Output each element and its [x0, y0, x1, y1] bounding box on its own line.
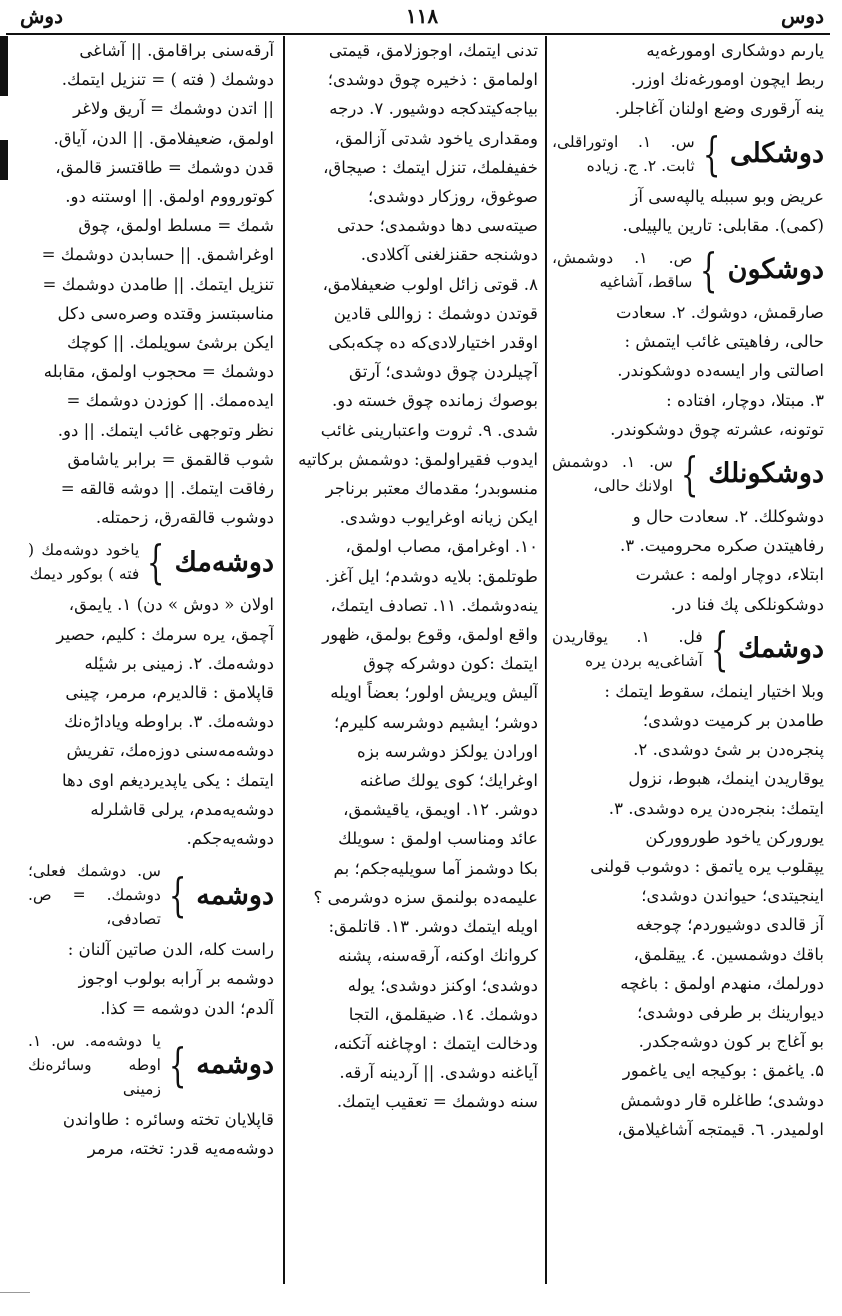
text-line: قاپلامق : قالدیرم، مرمر، چینی	[65, 683, 274, 703]
text-line: آیاغنە دوشدی. || آردینە آرقە.	[339, 1063, 538, 1083]
text-line: دوشەمەسنی دوزەمك، تفریش	[66, 741, 274, 761]
text-line: بوصوك زماندە چوق خستە دو.	[332, 391, 538, 411]
column-left	[28, 36, 274, 1292]
text-line: یارىم دوشكاری اومورغەیە	[646, 41, 824, 60]
text-line: راست كلە، الدن صاتین آلنان :	[67, 940, 274, 960]
text-line: نظر وتوجهی غائب ایتمك. || دو.	[57, 420, 274, 440]
text-line: رفاقت ایتمك. || دوشە قالقە =	[60, 479, 274, 499]
text-line: اوغراشمق. || حسابدن دوشمك =	[41, 245, 274, 265]
brace-glyph: }	[700, 243, 718, 298]
text-line: اورادن یولكز دوشرسە بزە	[357, 741, 538, 761]
entry-gloss: س. ۱. دوشمش اولانك حالی،	[552, 453, 673, 496]
text-line: آچمق، یرە سرمك : كلیم، حصیر	[56, 624, 274, 644]
column-divider	[545, 36, 547, 1284]
text-line: اصالتی وار ایسەدە دوشكوندر.	[617, 361, 824, 381]
text-line: شوب قالقمق = برابر یاشامق	[67, 449, 274, 469]
dictionary-entry	[28, 859, 274, 931]
text-line: اینجیتدی؛ حیواندن دوشدی؛	[641, 886, 824, 906]
text-line: اولمق، ضعیفلامق. || الدن، آیاق.	[53, 128, 274, 148]
brace-glyph: }	[168, 868, 187, 923]
text-line: باقك دوشمسین. ٤. ییقلمق،	[633, 944, 824, 964]
text-line: دوشەیەجكم.	[186, 829, 274, 849]
text-line: دوشمك ( فتە ) = تنزیل ایتمك.	[61, 70, 274, 90]
text-line: ۱۰. اوغرامق، مصاب اولمق،	[345, 537, 538, 557]
headword: دوشكلی	[729, 138, 824, 169]
text-line: تدنی ایتمك، اوجوزلامق، قیمتی	[328, 41, 538, 60]
text-line: وبلا اختیار اینمك، سقوط ایتمك :	[604, 681, 824, 701]
text-line: دوشەمك. ۳. براوطە ویاداڑەنك	[64, 712, 274, 732]
text-line: دیوارینك بر طرفی دوشدی؛	[637, 1003, 824, 1023]
text-line: دوشەمك. ۲. زمینی بر شیٔلە	[84, 653, 274, 673]
text-line: قاپلایان تختە وسائرە : طاواندن	[62, 1109, 274, 1129]
headword: دوشمە	[196, 879, 274, 911]
footer-rule	[0, 1292, 30, 1293]
text-line: دوشنجە حقنزلغنی آكلادی.	[360, 245, 538, 265]
text-line: قدن دوشمك = طاقتسز قالمق،	[55, 157, 274, 177]
page-header	[20, 4, 824, 32]
entry-gloss: یا دوشەمە. س. ۱. اوطە وسائرەنك زمینی	[28, 1031, 161, 1098]
text-line: دوشر. ۱۲. اویمق، یاقیشمق،	[343, 800, 538, 820]
text-line: بكا دوشمز آما سویلیەجكم؛ بم	[333, 858, 538, 878]
text-line: دوشوكلك. ۲. سعادت حال و	[632, 507, 824, 527]
text-line: ۳. مبتلا، دوچار، افتادە :	[666, 390, 824, 410]
text-line: اوقدر اختیارلادی‌كە دە چكەبكی	[328, 333, 538, 353]
text-line: دوشمە بر آرابە بولوب اوجوز	[78, 969, 274, 989]
text-line: ابتلاء، دوچار اولمە : عشرت	[635, 565, 824, 585]
text-line: صارقمش، دوشوك. ۲. سعادت	[615, 303, 824, 323]
text-line: اولان « دوش » دن) ۱. یایمق،	[68, 595, 274, 615]
text-line: آچیلردن چوق دوشدی؛ آرتق	[349, 362, 538, 382]
text-line: طامدن بر كرمیت دوشدی؛	[642, 711, 824, 731]
dictionary-entry	[552, 126, 824, 181]
text-line: ایدوب فقیراولمق: دوشمش بركاتیە	[298, 449, 538, 469]
header-left-word: دوش	[20, 4, 63, 28]
text-line: صیتەسی دها دوشمدی؛ حدتی	[336, 216, 538, 236]
text-line: رفاهیتدن صكره محرومیت. ۳.	[619, 536, 824, 556]
text-line: اوغرایك؛ كوی یولك صاغنە	[359, 771, 538, 791]
text-line: دوشر؛ ایشیم دوشرسە كلیرم؛	[333, 712, 538, 732]
text-line: دوشەیەمدم، یرلی قاشلرلە	[90, 799, 274, 819]
header-right-word: دوس	[781, 4, 824, 28]
text-line: ینە آرقوری وضع اولنان آغاجلر.	[614, 99, 824, 119]
text-line: ۸. قوتی زائل اولوب ضعیفلامق،	[322, 274, 538, 294]
text-line: دوشدی؛ طاغلرە قار دوشمش	[620, 1090, 824, 1110]
text-line: (كمی). مقابلی: تارین یالپیلی.	[622, 215, 824, 235]
entry-gloss: فل. ۱. یوقاریدن آشاغی‌یە بردن یرە	[552, 627, 703, 670]
text-line: یوروركن یاخود طورووركن	[645, 827, 824, 847]
brace-glyph: }	[680, 447, 699, 502]
text-line: ربط ایچون اومورغەنك اوزر.	[630, 70, 824, 90]
text-line: توتونە، عشرتە چوق دوشكوندر.	[610, 419, 824, 439]
text-line: ایتمك: بنجرەدن یرە دوشدی. ۳.	[608, 798, 824, 818]
text-line: ایكن زیانە اوغرایوب دوشدی.	[339, 508, 538, 528]
text-line: شمك = مسلط اولمق، چوق	[78, 216, 274, 236]
headword: دوشەمك	[174, 546, 274, 578]
text-line: ایدەممك. || كوزدن دوشمك =	[66, 391, 274, 411]
text-line: پنجرەدن بر شیٔ دوشدی. ۲.	[633, 740, 824, 760]
text-line: ۵. یاغمق : بوكیجە ایی یاغمور	[622, 1061, 824, 1081]
text-line: علیمەدە بولنمق سزە دوشرمی ؟	[313, 887, 538, 907]
dictionary-entry	[552, 621, 824, 676]
text-line: اویلە ایتمك دوشر. ۱۳. قاتلمق:	[328, 917, 538, 937]
text-line: دوشەمەیە قدر: تختە، مرمر	[87, 1139, 274, 1159]
scan-margin-mark	[0, 36, 8, 96]
dictionary-entry	[28, 535, 274, 590]
text-line: دوشمك = محجوب اولمق، مقابلە	[43, 362, 274, 382]
text-line: ودخالت ایتمك : اوچاغنە آتكنە،	[333, 1033, 538, 1053]
text-line: ایتمك :كون دوشركە چوق	[363, 654, 538, 674]
text-line: ومقداری یاخود شدتی آزالمق،	[334, 128, 538, 148]
text-line: ایتمك : یكی یاپدیردیغم اوی دها	[61, 770, 274, 790]
text-line: بیاجەكیتدكجە دوشیور. ۷. درجە	[329, 99, 538, 119]
dictionary-entry	[552, 447, 824, 502]
text-line: بو آغاج بر كون دوشەجكدر.	[638, 1032, 824, 1052]
text-line: یپقلوب یرە یاتمق : دوشوب قولنی	[590, 857, 824, 877]
text-line: یوقاریدن اینمك، هبوط، نزول	[628, 769, 824, 789]
text-line: || اتدن دوشمك = آریق ولاغر	[73, 99, 274, 119]
brace-glyph: }	[147, 535, 165, 590]
headword: دوشكون	[727, 254, 824, 286]
text-line: دوشكونلكی پك فنا در.	[670, 594, 824, 614]
entry-gloss: ص. ۱. دوشمش، ساقط، آشاغیە	[552, 249, 693, 292]
text-line: حالی، رفاهیتی غائب ایتمش :	[624, 332, 824, 352]
text-line: آلیش ویریش اولور؛ بعضاً اویلە	[330, 683, 538, 703]
text-line: آز قالدی دوشیوردم؛ چوجغە	[635, 915, 824, 935]
dictionary-entry	[552, 243, 824, 298]
text-line: صوغوق، روزكار دوشدی؛	[368, 187, 538, 207]
text-line: شدی. ۹. ثروت واعتبارینی غائب	[320, 420, 538, 440]
text-line: اولمامق : ذخیرە چوق دوشدی؛	[327, 70, 538, 90]
text-line: واقع اولمق، وقوع بولمق، ظهور	[322, 625, 538, 645]
text-line: دوشدی؛ اوكنز دوشدی؛ یولە	[347, 975, 538, 995]
text-line: عائد ومناسب اولمق : سویلك	[338, 829, 538, 849]
column-middle	[290, 36, 538, 1292]
text-line: قوتدن دوشمك : زواللی قادین	[333, 303, 538, 323]
entry-gloss: یاخود دوشەمك ( فتە ) بوكور دیمك	[28, 541, 140, 584]
text-line: تنزیل ایتمك. || طامدن دوشمك =	[42, 274, 274, 294]
text-line: كوتورووم اولمق. || اوستنە دو.	[65, 187, 274, 207]
text-line: مناسبتسز وقتدە وصرەسی دكل	[57, 303, 274, 323]
scan-margin-mark	[0, 140, 8, 180]
column-right	[552, 36, 824, 1292]
text-line: آلدم؛ الدن دوشمە = كذا.	[100, 998, 274, 1018]
text-line: منسوبدر؛ مقدماك معتبر برناجر	[325, 479, 538, 499]
headword: دوشمك	[737, 633, 824, 665]
text-line: ینەدوشمك. ۱۱. تصادف ایتمك،	[330, 595, 538, 615]
entry-gloss: س. ۱. اوتوراقلی، ثابت. ۲. ج. زیادە	[552, 132, 695, 175]
brace-glyph: }	[168, 1037, 187, 1092]
text-line: خفیفلمك، تنزل ایتمك : صیجاق،	[323, 157, 538, 177]
dictionary-entry	[28, 1029, 274, 1101]
text-line: اولمیدر. ٦. قیمتجە آشاغیلامق،	[617, 1119, 824, 1139]
text-line: دوشمك. ۱٤. ضیقلمق، التجا	[348, 1004, 538, 1024]
column-divider	[283, 36, 285, 1284]
text-line: آرقەسنی براقامق. || آشاغی	[79, 41, 274, 60]
text-line: دورلمك، منهدم اولمق : باغچە	[620, 973, 824, 993]
text-line: كروانك اوكنە، آرقەسنە، پشنە	[338, 946, 538, 966]
text-line: عریض وبو سببلە یالپەسی آز	[630, 186, 824, 206]
headword: دوشمە	[196, 1049, 274, 1081]
headword: دوشكونلك	[708, 458, 824, 490]
brace-glyph: }	[702, 126, 721, 181]
entry-gloss: س. دوشمك فعلی؛ دوشمك. = ص. تصادفی،	[28, 862, 161, 929]
page-number: ۱۱۸	[405, 4, 439, 28]
text-line: سنە دوشمك = تعقیب ایتمك.	[336, 1092, 538, 1112]
text-line: طوتلمق: بلایە دوشدم؛ ایل آغز.	[324, 566, 538, 586]
header-rule	[6, 33, 830, 35]
text-line: ایكن برشیٔ سویلمك. || كوچك	[67, 333, 274, 353]
text-line: دوشوب قالقەرق، زحمتلە.	[95, 508, 274, 528]
brace-glyph: }	[710, 621, 729, 676]
